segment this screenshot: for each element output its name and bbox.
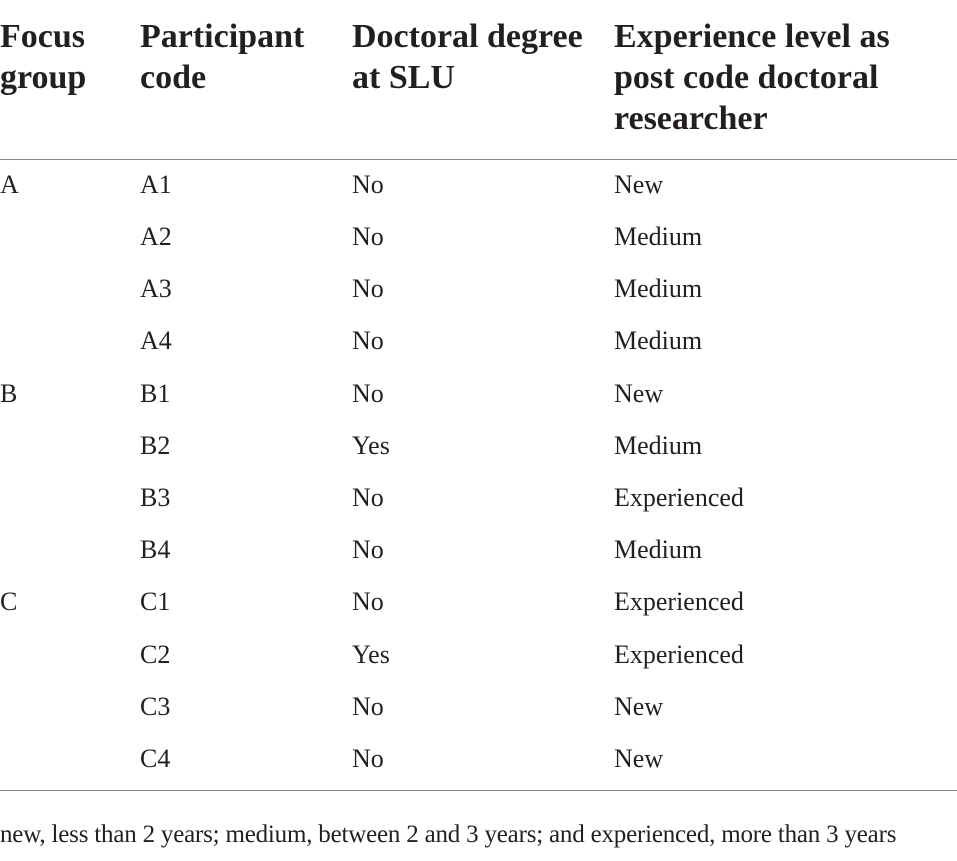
focus-group-cell: C	[0, 587, 18, 617]
participant-code-cell: B2	[140, 430, 171, 460]
participant-code-cell: C1	[140, 587, 171, 617]
experience-level-cell: New	[614, 691, 664, 721]
doctoral-degree-cell: No	[352, 482, 384, 512]
doctoral-degree-cell: No	[352, 378, 384, 408]
focus-group-cell: B	[0, 378, 18, 408]
doctoral-degree-cell: No	[352, 222, 384, 251]
doctoral-degree-cell: No	[352, 744, 614, 791]
experience-level-cell: New	[614, 378, 664, 408]
table-header	[0, 16, 957, 160]
focus-group-cell	[0, 431, 140, 483]
focus-group-cell	[0, 483, 140, 535]
doctoral-degree-cell: No	[352, 587, 384, 617]
participant-code-cell: A3	[140, 274, 172, 304]
table-row	[0, 431, 957, 483]
table-footnote: new, less than 2 years; medium, between 2 and 3 years; and experienced, more than 3 years	[0, 821, 897, 848]
table-row	[0, 692, 957, 744]
header-doctoral-degree: Doctoral degree at SLU	[352, 16, 614, 160]
table-row	[0, 744, 957, 791]
focus-group-cell	[0, 222, 140, 274]
focus-group-cell	[0, 744, 140, 791]
doctoral-degree-cell: No	[352, 274, 384, 304]
table-row	[0, 587, 957, 639]
doctoral-degree-cell: No	[352, 535, 384, 565]
focus-group-cell	[0, 274, 140, 326]
table-row	[0, 160, 957, 223]
table-body	[0, 160, 957, 791]
experience-level-cell: Medium	[614, 222, 703, 251]
participant-code-cell: B3	[140, 482, 171, 512]
table-row	[0, 274, 957, 326]
doctoral-degree-cell: Yes	[352, 639, 390, 669]
focus-group-cell: A	[0, 170, 19, 199]
table-row	[0, 483, 957, 535]
doctoral-degree-cell: No	[352, 691, 384, 721]
participant-code-cell: A4	[140, 326, 172, 356]
experience-level-cell: New	[614, 170, 664, 199]
table-row	[0, 222, 957, 274]
experience-level-cell: Medium	[614, 326, 703, 356]
table-row	[0, 379, 957, 431]
table-row	[0, 326, 957, 378]
table-row	[0, 535, 957, 587]
experience-level-cell: Experienced	[614, 587, 744, 617]
doctoral-degree-cell: No	[352, 326, 384, 356]
participant-code-cell: B4	[140, 535, 171, 565]
participants-table	[0, 16, 957, 791]
header-experience-level: Experience level as post code doctoral researcher	[614, 16, 957, 160]
experience-level-cell: Experienced	[614, 639, 744, 669]
experience-level-cell: Medium	[614, 430, 703, 460]
participant-code-cell: B1	[140, 378, 171, 408]
focus-group-cell	[0, 692, 140, 744]
header-focus-group: Focus group	[0, 16, 140, 160]
doctoral-degree-cell: No	[352, 170, 384, 199]
participant-code-cell: A1	[140, 170, 172, 199]
focus-group-cell	[0, 326, 140, 378]
participant-code-cell: C2	[140, 639, 171, 669]
participant-code-cell: C3	[140, 691, 171, 721]
experience-level-cell: Medium	[614, 535, 703, 565]
header-row	[0, 16, 957, 160]
participant-code-cell: C4	[140, 744, 352, 791]
experience-level-cell: Experienced	[614, 482, 744, 512]
doctoral-degree-cell: Yes	[352, 430, 390, 460]
focus-group-cell	[0, 640, 140, 692]
experience-level-cell: Medium	[614, 274, 703, 304]
header-participant-code: Participant code	[140, 16, 352, 160]
participant-code-cell: A2	[140, 222, 172, 251]
experience-level-cell: New	[614, 744, 957, 791]
focus-group-cell	[0, 535, 140, 587]
table-row	[0, 640, 957, 692]
